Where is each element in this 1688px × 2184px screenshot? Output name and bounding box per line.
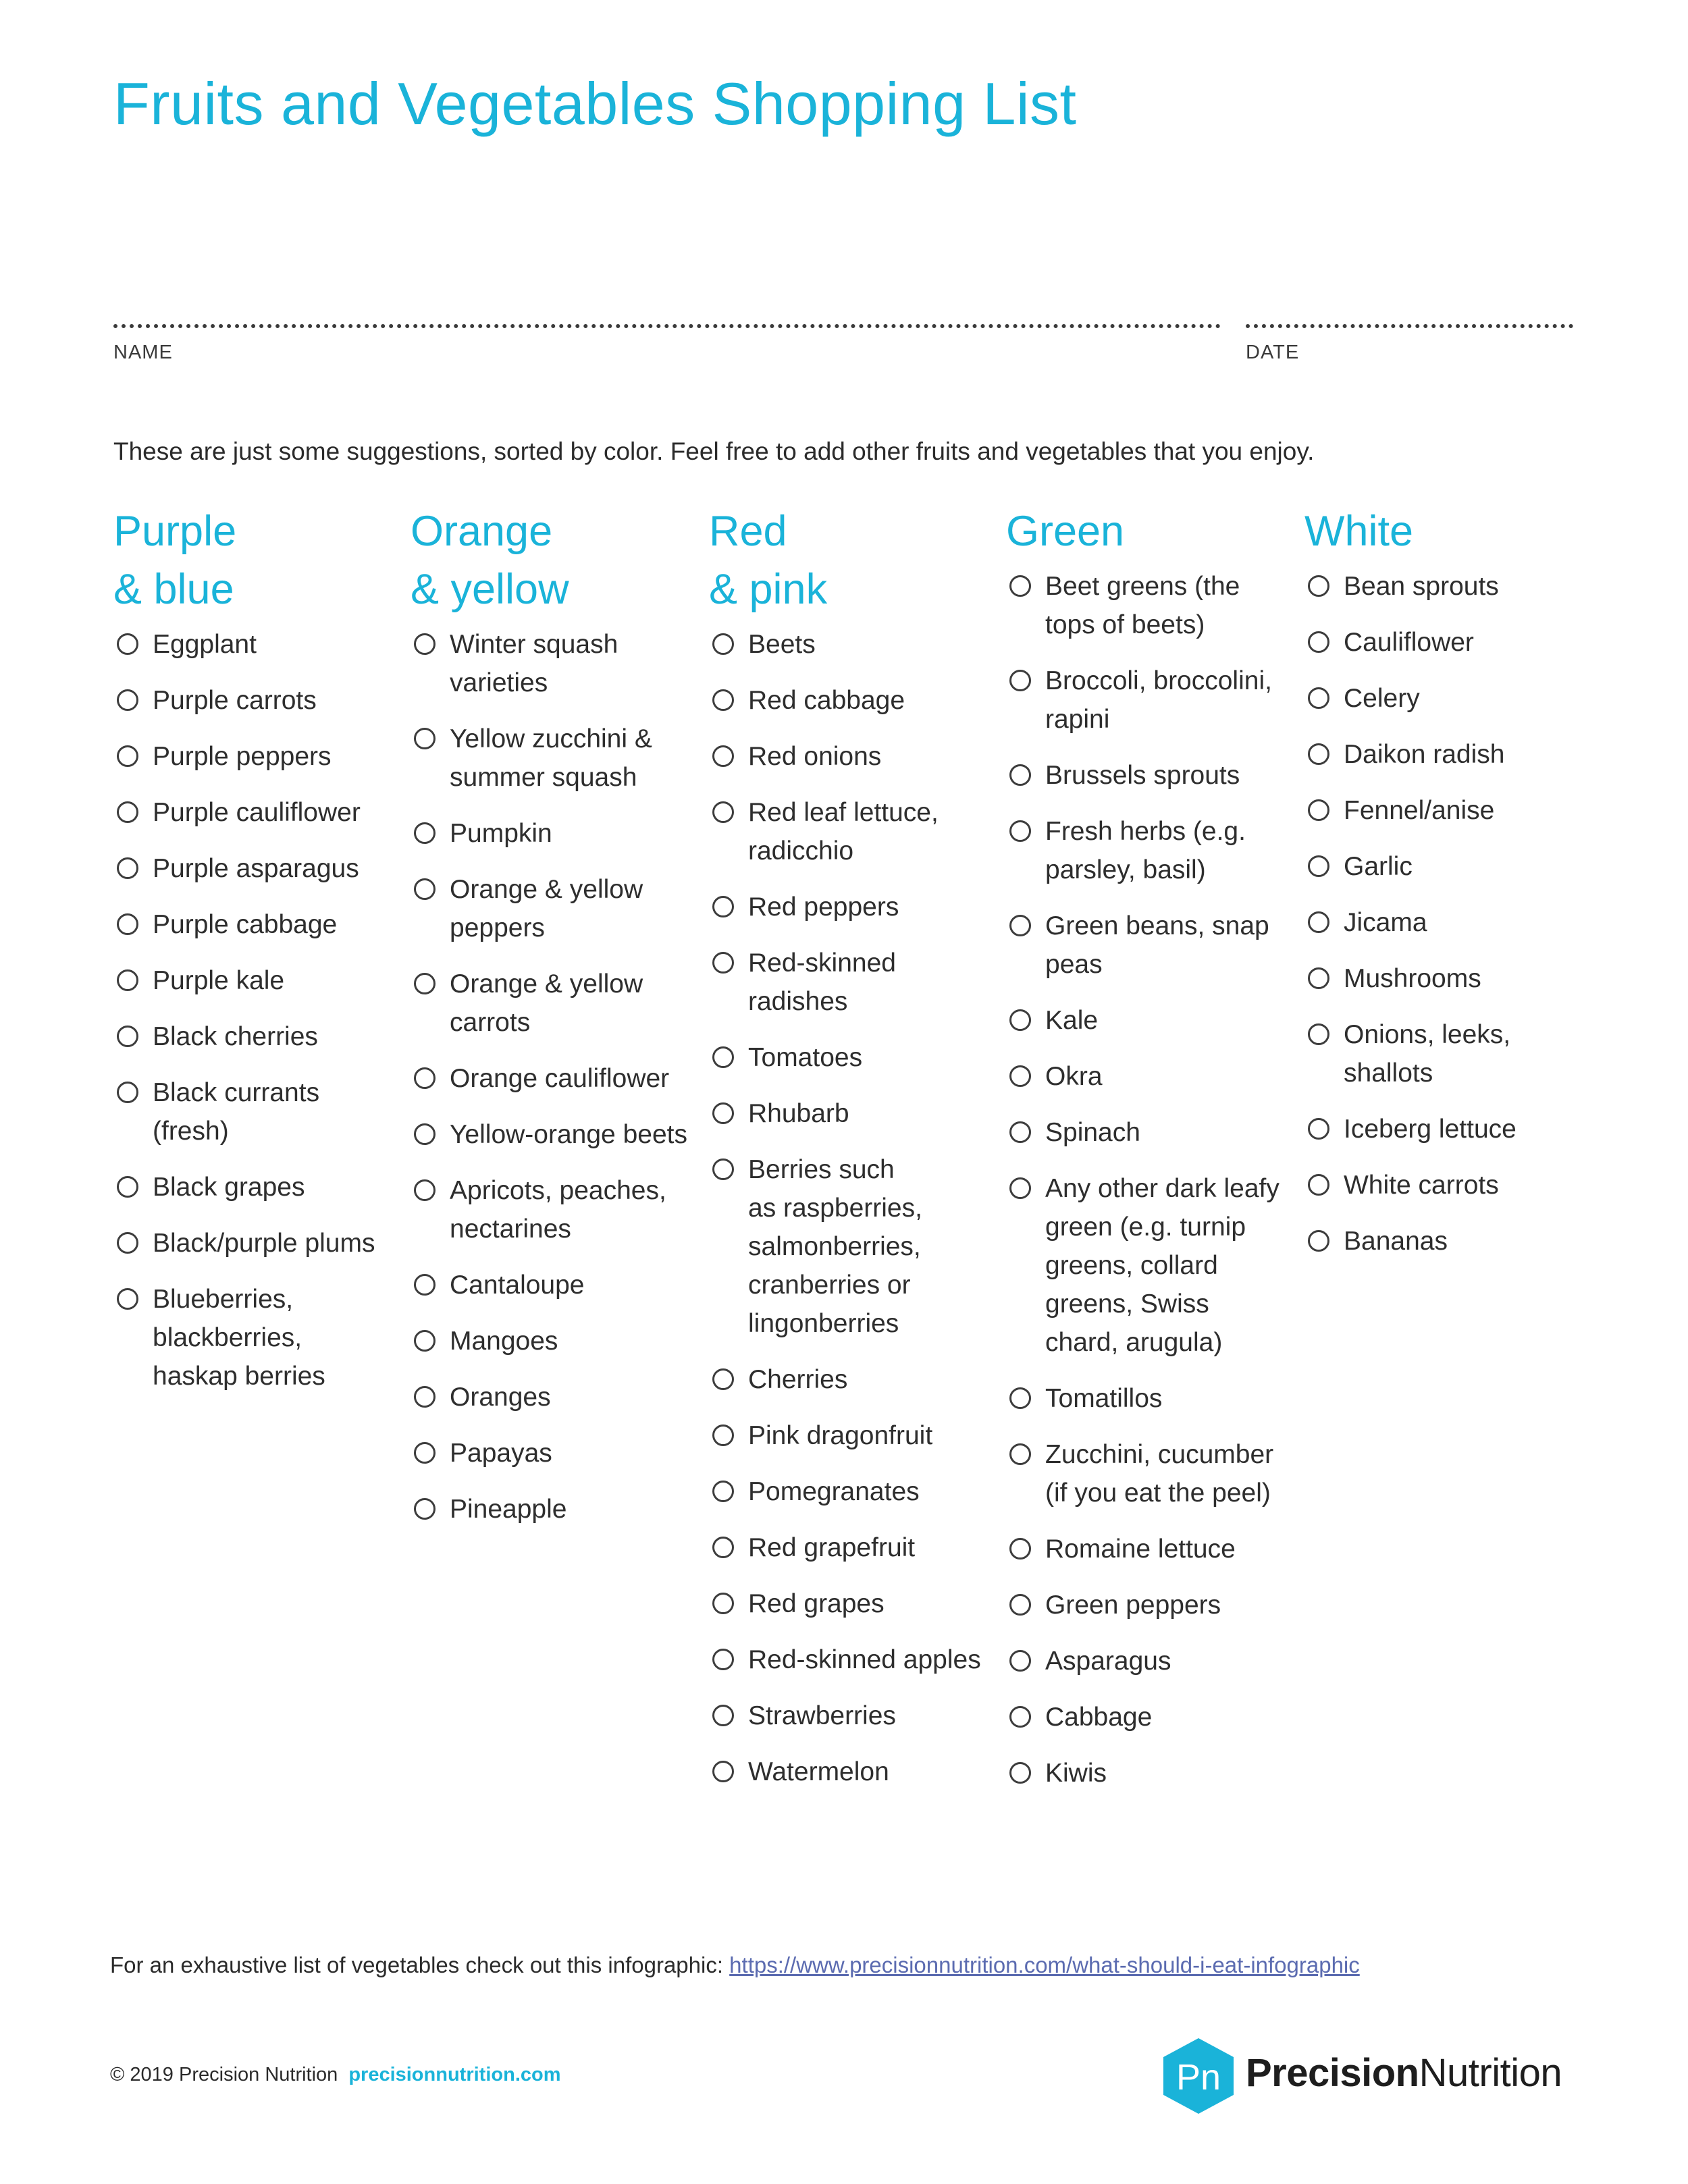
checkbox-circle-icon[interactable]: [414, 1330, 436, 1352]
list-item[interactable]: [113, 1224, 397, 1262]
list-item-label: Purple asparagus: [153, 854, 359, 883]
list-item[interactable]: [709, 944, 993, 1021]
list-item[interactable]: [1006, 1435, 1290, 1512]
list-item[interactable]: [411, 1378, 694, 1416]
column-heading: [113, 502, 397, 618]
list-item[interactable]: [1304, 903, 1588, 942]
list-item[interactable]: [1006, 1642, 1290, 1680]
list-item[interactable]: [411, 1490, 694, 1528]
list-item-label: Cabbage: [1045, 1703, 1153, 1732]
logo-name-bold: Precision: [1246, 2051, 1419, 2095]
list-item[interactable]: [1304, 959, 1588, 998]
list-item-label: radicchio: [748, 836, 854, 865]
list-item[interactable]: [1006, 1169, 1290, 1362]
checkbox-circle-icon[interactable]: [712, 1537, 734, 1558]
list-item-label: Garlic: [1344, 852, 1413, 881]
list-item-label: Bean sprouts: [1344, 572, 1499, 601]
list-item-label: peppers: [450, 913, 545, 942]
list-item[interactable]: [1006, 1698, 1290, 1736]
checkbox-circle-icon[interactable]: [414, 728, 436, 749]
list-item[interactable]: [709, 1360, 993, 1399]
list-item[interactable]: [1304, 567, 1588, 606]
list-item-label: shallots: [1344, 1059, 1433, 1088]
checkbox-circle-icon[interactable]: [712, 1593, 734, 1614]
checkbox-circle-icon[interactable]: [1009, 1538, 1031, 1560]
list-item-label: Celery: [1344, 684, 1420, 713]
list-item-label: summer squash: [450, 763, 637, 792]
list-item-label: Any other dark leafy: [1045, 1174, 1280, 1203]
list-item[interactable]: [709, 1150, 993, 1343]
checkbox-circle-icon[interactable]: [712, 1102, 734, 1124]
list-item-label: Purple cauliflower: [153, 798, 361, 827]
list-item-label: Red cabbage: [748, 686, 905, 715]
checkbox-circle-icon[interactable]: [1009, 820, 1031, 842]
checkbox-circle-icon[interactable]: [712, 1046, 734, 1068]
pn-hexagon-icon: [1158, 2035, 1239, 2116]
checkbox-circle-icon[interactable]: [117, 1288, 138, 1310]
checkbox-circle-icon[interactable]: [1308, 575, 1329, 597]
list-item-label: Eggplant: [153, 630, 257, 659]
checkbox-circle-icon[interactable]: [1308, 743, 1329, 765]
checkbox-circle-icon[interactable]: [1009, 1650, 1031, 1672]
checkbox-circle-icon[interactable]: [1308, 1023, 1329, 1045]
checkbox-circle-icon[interactable]: [1308, 1230, 1329, 1252]
list-item[interactable]: [113, 905, 397, 944]
list-item[interactable]: [1006, 1754, 1290, 1792]
list-item-label: Zucchini, cucumber: [1045, 1440, 1274, 1469]
infographic-link[interactable]: https://www.precisionnutrition.com/what-should-i-eat-infographic: [729, 1952, 1360, 1977]
checkbox-circle-icon[interactable]: [414, 1442, 436, 1464]
checkbox-circle-icon[interactable]: [1009, 1387, 1031, 1409]
checkbox-circle-icon[interactable]: [712, 801, 734, 823]
column-heading-line: White: [1304, 508, 1414, 555]
list-item-label: cranberries or: [748, 1271, 911, 1300]
list-item[interactable]: [411, 720, 694, 797]
logo-wordmark: [1246, 2050, 1562, 2096]
list-item-label: blackberries,: [153, 1323, 302, 1352]
column-heading-line: & yellow: [411, 566, 569, 613]
list-item-label: Bananas: [1344, 1227, 1448, 1256]
date-line[interactable]: [1246, 324, 1573, 328]
list-item-label: (fresh): [153, 1117, 229, 1146]
checkbox-circle-icon[interactable]: [1009, 1121, 1031, 1143]
list-item[interactable]: [1006, 1113, 1290, 1152]
checkbox-circle-icon[interactable]: [414, 878, 436, 900]
checkbox-circle-icon[interactable]: [1009, 1706, 1031, 1728]
checkbox-circle-icon[interactable]: [1009, 1065, 1031, 1087]
list-item[interactable]: [709, 625, 993, 664]
checkbox-circle-icon[interactable]: [1009, 1762, 1031, 1784]
checkbox-circle-icon[interactable]: [1009, 575, 1031, 597]
list-item-label: White carrots: [1344, 1171, 1499, 1200]
list-item[interactable]: [113, 1017, 397, 1056]
checkbox-circle-icon[interactable]: [1308, 687, 1329, 709]
checkbox-circle-icon[interactable]: [712, 1424, 734, 1446]
list-item-label: Cantaloupe: [450, 1271, 585, 1300]
column-orange-yellow: [411, 502, 694, 1546]
list-item-label: carrots: [450, 1008, 531, 1037]
list-item[interactable]: [1006, 567, 1290, 644]
list-item-label: Beets: [748, 630, 816, 659]
list-item[interactable]: [709, 888, 993, 926]
column-heading-line: & pink: [709, 566, 828, 613]
list-item-label: Purple kale: [153, 966, 285, 995]
list-item-label: Orange & yellow: [450, 875, 643, 904]
list-item[interactable]: [709, 1416, 993, 1455]
list-item[interactable]: [1304, 679, 1588, 718]
column-heading-line: Green: [1006, 508, 1125, 555]
list-item[interactable]: [411, 1266, 694, 1304]
checkbox-circle-icon[interactable]: [712, 1649, 734, 1670]
checkbox-circle-icon[interactable]: [712, 1158, 734, 1180]
list-item-label: Blueberries,: [153, 1285, 294, 1314]
list-item[interactable]: [709, 1641, 993, 1679]
name-line[interactable]: [113, 324, 1221, 328]
checkbox-circle-icon[interactable]: [414, 973, 436, 994]
list-item-label: Iceberg lettuce: [1344, 1115, 1516, 1144]
column-green: [1006, 502, 1290, 1810]
checkbox-circle-icon[interactable]: [1308, 911, 1329, 933]
list-item-label: Apricots, peaches,: [450, 1176, 666, 1205]
list-item-label: Orange cauliflower: [450, 1064, 670, 1093]
list-item-label: Cherries: [748, 1365, 848, 1394]
list-item-label: Papayas: [450, 1439, 552, 1468]
list-item-label: parsley, basil): [1045, 855, 1206, 884]
list-item[interactable]: [709, 1753, 993, 1791]
list-item[interactable]: [709, 737, 993, 776]
list-item-label: salmonberries,: [748, 1232, 921, 1261]
checkbox-circle-icon[interactable]: [117, 1026, 138, 1047]
list-item-label: Watermelon: [748, 1757, 889, 1786]
list-item-label: Asparagus: [1045, 1647, 1171, 1676]
page-title: Fruits and Vegetables Shopping List: [113, 70, 1077, 137]
list-item-label: Purple carrots: [153, 686, 317, 715]
checklist: [1006, 567, 1290, 1792]
list-item-label: Tomatillos: [1045, 1384, 1163, 1413]
checklist: [1304, 567, 1588, 1260]
precision-nutrition-logo: [1158, 2035, 1577, 2116]
checkbox-circle-icon[interactable]: [414, 1123, 436, 1145]
list-item[interactable]: [709, 1584, 993, 1623]
list-item-label: Purple cabbage: [153, 910, 338, 939]
site-link[interactable]: precisionnutrition.com: [348, 2064, 561, 2085]
list-item[interactable]: [709, 681, 993, 720]
list-item[interactable]: [411, 1434, 694, 1472]
list-item-label: peas: [1045, 950, 1103, 979]
checkbox-circle-icon[interactable]: [712, 745, 734, 767]
list-item[interactable]: [1006, 1586, 1290, 1624]
column-heading: [411, 502, 694, 618]
list-item[interactable]: [1304, 1222, 1588, 1260]
list-item-label: chard, arugula): [1045, 1328, 1223, 1357]
list-item-label: Black/purple plums: [153, 1229, 375, 1258]
list-item-label: greens, Swiss: [1045, 1289, 1209, 1319]
date-label: DATE: [1246, 342, 1300, 363]
list-item-label: Fresh herbs (e.g.: [1045, 817, 1246, 846]
checkbox-circle-icon[interactable]: [712, 1481, 734, 1502]
list-item-label: Yellow zucchini &: [450, 724, 652, 753]
list-item-label: Purple peppers: [153, 742, 332, 771]
column-heading: [1304, 502, 1588, 560]
list-item-label: Oranges: [450, 1383, 551, 1412]
intro-text: These are just some suggestions, sorted by color. Feel free to add other fruits and vegetables that you enjoy.: [113, 437, 1315, 465]
list-item[interactable]: [411, 1171, 694, 1248]
checkbox-circle-icon[interactable]: [1009, 1594, 1031, 1616]
list-item[interactable]: [113, 737, 397, 776]
checkbox-circle-icon[interactable]: [712, 1368, 734, 1390]
list-item[interactable]: [113, 793, 397, 832]
checkbox-circle-icon[interactable]: [1308, 967, 1329, 989]
list-item[interactable]: [1006, 756, 1290, 795]
list-item-label: Brussels sprouts: [1045, 761, 1240, 790]
checkbox-circle-icon[interactable]: [712, 1705, 734, 1726]
list-item[interactable]: [113, 625, 397, 664]
list-item[interactable]: [709, 1528, 993, 1567]
list-item[interactable]: [709, 793, 993, 870]
checkbox-circle-icon[interactable]: [117, 857, 138, 879]
checklist: [113, 625, 397, 1395]
list-item[interactable]: [113, 1280, 397, 1395]
list-item-label: Fennel/anise: [1344, 796, 1495, 825]
list-item-label: Daikon radish: [1344, 740, 1505, 769]
checkbox-circle-icon[interactable]: [1009, 1443, 1031, 1465]
list-item[interactable]: [709, 1094, 993, 1133]
list-item-label: Okra: [1045, 1062, 1103, 1091]
list-item[interactable]: [1006, 662, 1290, 739]
list-item[interactable]: [1304, 847, 1588, 886]
list-item-label: Strawberries: [748, 1701, 896, 1730]
column-heading-line: Red: [709, 508, 787, 555]
column-purple-blue: [113, 502, 397, 1413]
checklist: [709, 625, 993, 1791]
list-item[interactable]: [411, 625, 694, 702]
list-item[interactable]: [113, 1168, 397, 1206]
list-item-label: Orange & yellow: [450, 969, 643, 998]
checkbox-circle-icon[interactable]: [117, 1176, 138, 1198]
column-white: [1304, 502, 1588, 1278]
checkbox-circle-icon[interactable]: [1308, 631, 1329, 653]
column-heading-line: Purple: [113, 508, 237, 555]
column-heading: [709, 502, 993, 618]
list-item[interactable]: [411, 965, 694, 1042]
list-item[interactable]: [411, 870, 694, 947]
checkbox-circle-icon[interactable]: [414, 633, 436, 655]
checkbox-circle-icon[interactable]: [712, 1761, 734, 1782]
list-item-label: Onions, leeks,: [1344, 1020, 1511, 1049]
list-item[interactable]: [113, 961, 397, 1000]
column-heading-line: & blue: [113, 566, 234, 613]
checkbox-circle-icon[interactable]: [117, 745, 138, 767]
list-item[interactable]: [1304, 791, 1588, 830]
list-item[interactable]: [1006, 812, 1290, 889]
list-item[interactable]: [1006, 907, 1290, 984]
list-item-label: varieties: [450, 668, 548, 697]
list-item[interactable]: [411, 814, 694, 853]
list-item-label: Red-skinned: [748, 949, 896, 978]
list-item-label: Pomegranates: [748, 1477, 920, 1506]
checkbox-circle-icon[interactable]: [1009, 915, 1031, 936]
list-item-label: Green peppers: [1045, 1591, 1221, 1620]
list-item[interactable]: [411, 1322, 694, 1360]
checkbox-circle-icon[interactable]: [414, 1274, 436, 1296]
list-item-label: rapini: [1045, 705, 1110, 734]
list-item-label: Red grapes: [748, 1589, 885, 1618]
list-item-label: Mangoes: [450, 1327, 558, 1356]
checkbox-circle-icon[interactable]: [1308, 1118, 1329, 1140]
list-item[interactable]: [113, 849, 397, 888]
list-item-label: Kale: [1045, 1006, 1099, 1035]
list-item-label: Winter squash: [450, 630, 618, 659]
list-item[interactable]: [113, 681, 397, 720]
checkbox-circle-icon[interactable]: [117, 801, 138, 823]
checkbox-circle-icon[interactable]: [712, 689, 734, 711]
list-item-label: radishes: [748, 987, 848, 1016]
list-item-label: Pineapple: [450, 1495, 567, 1524]
copyright: [110, 2064, 561, 2086]
list-item-label: Spinach: [1045, 1118, 1140, 1147]
checkbox-circle-icon[interactable]: [414, 1386, 436, 1408]
list-item-label: Romaine lettuce: [1045, 1535, 1236, 1564]
name-label: NAME: [113, 342, 173, 363]
column-red-pink: [709, 502, 993, 1809]
checkbox-circle-icon[interactable]: [1308, 799, 1329, 821]
checkbox-circle-icon[interactable]: [117, 1082, 138, 1103]
checkbox-circle-icon[interactable]: [1009, 670, 1031, 691]
column-heading-line: Orange: [411, 508, 553, 555]
list-item-label: Green beans, snap: [1045, 911, 1269, 940]
list-item-label: tops of beets): [1045, 610, 1205, 639]
logo-mark-text: Pn: [1176, 2057, 1221, 2098]
checkbox-circle-icon[interactable]: [117, 633, 138, 655]
checkbox-circle-icon[interactable]: [1308, 1174, 1329, 1196]
list-item-label: greens, collard: [1045, 1251, 1218, 1280]
list-item[interactable]: [1006, 1379, 1290, 1418]
checkbox-circle-icon[interactable]: [414, 1498, 436, 1520]
list-item-label: Jicama: [1344, 908, 1427, 937]
list-item[interactable]: [411, 1059, 694, 1098]
checkbox-circle-icon[interactable]: [1009, 764, 1031, 786]
checkbox-circle-icon[interactable]: [414, 1067, 436, 1089]
list-item-label: Berries such: [748, 1155, 895, 1184]
list-item-label: as raspberries,: [748, 1194, 922, 1223]
list-item-label: Red leaf lettuce,: [748, 798, 939, 827]
checkbox-circle-icon[interactable]: [414, 822, 436, 844]
list-item-label: Black currants: [153, 1078, 320, 1107]
checkbox-circle-icon[interactable]: [1009, 1177, 1031, 1199]
checkbox-circle-icon[interactable]: [117, 689, 138, 711]
list-item-label: Mushrooms: [1344, 964, 1481, 993]
checkbox-circle-icon[interactable]: [712, 952, 734, 974]
list-item[interactable]: [1006, 1530, 1290, 1568]
list-item[interactable]: [113, 1073, 397, 1150]
checkbox-circle-icon[interactable]: [414, 1179, 436, 1201]
list-item[interactable]: [1304, 735, 1588, 774]
list-item-label: Red grapefruit: [748, 1533, 916, 1562]
list-item-label: Beet greens (the: [1045, 572, 1240, 601]
list-item-label: Red-skinned apples: [748, 1645, 981, 1674]
list-item-label: Pumpkin: [450, 819, 552, 848]
list-item[interactable]: [709, 1038, 993, 1077]
list-item[interactable]: [1304, 623, 1588, 662]
list-item[interactable]: [709, 1697, 993, 1735]
column-heading: [1006, 502, 1290, 560]
list-item-label: Rhubarb: [748, 1099, 849, 1128]
checkbox-circle-icon[interactable]: [1009, 1009, 1031, 1031]
list-item-label: Broccoli, broccolini,: [1045, 666, 1272, 695]
checkbox-circle-icon[interactable]: [117, 969, 138, 991]
list-item[interactable]: [1006, 1057, 1290, 1096]
list-item-label: lingonberries: [748, 1309, 899, 1338]
list-item[interactable]: [1304, 1166, 1588, 1204]
checkbox-circle-icon[interactable]: [712, 896, 734, 917]
list-item-label: Yellow-orange beets: [450, 1120, 687, 1149]
list-item[interactable]: [1304, 1015, 1588, 1092]
list-item-label: Red peppers: [748, 893, 899, 922]
list-item[interactable]: [709, 1472, 993, 1511]
list-item-label: (if you eat the peel): [1045, 1479, 1271, 1508]
checkbox-circle-icon[interactable]: [712, 633, 734, 655]
list-item-label: green (e.g. turnip: [1045, 1213, 1246, 1242]
logo-name-regular: Nutrition: [1419, 2051, 1562, 2095]
list-item[interactable]: [1304, 1110, 1588, 1148]
checkbox-circle-icon[interactable]: [1308, 855, 1329, 877]
list-item-label: Tomatoes: [748, 1043, 863, 1072]
checkbox-circle-icon[interactable]: [117, 913, 138, 935]
footer-note: [110, 1952, 1360, 1978]
list-item-label: Cauliflower: [1344, 628, 1474, 657]
list-item-label: nectarines: [450, 1215, 571, 1244]
checkbox-circle-icon[interactable]: [117, 1232, 138, 1254]
list-item[interactable]: [1006, 1001, 1290, 1040]
list-item[interactable]: [411, 1115, 694, 1154]
copyright-text: © 2019 Precision Nutrition: [110, 2064, 338, 2085]
list-item-label: Black cherries: [153, 1022, 318, 1051]
checklist: [411, 625, 694, 1528]
list-item-label: Kiwis: [1045, 1759, 1107, 1788]
list-item-label: Black grapes: [153, 1173, 305, 1202]
list-item-label: haskap berries: [153, 1362, 325, 1391]
footer-note-text: For an exhaustive list of vegetables check out this infographic:: [110, 1952, 723, 1977]
list-item-label: Pink dragonfruit: [748, 1421, 933, 1450]
list-item-label: Red onions: [748, 742, 882, 771]
